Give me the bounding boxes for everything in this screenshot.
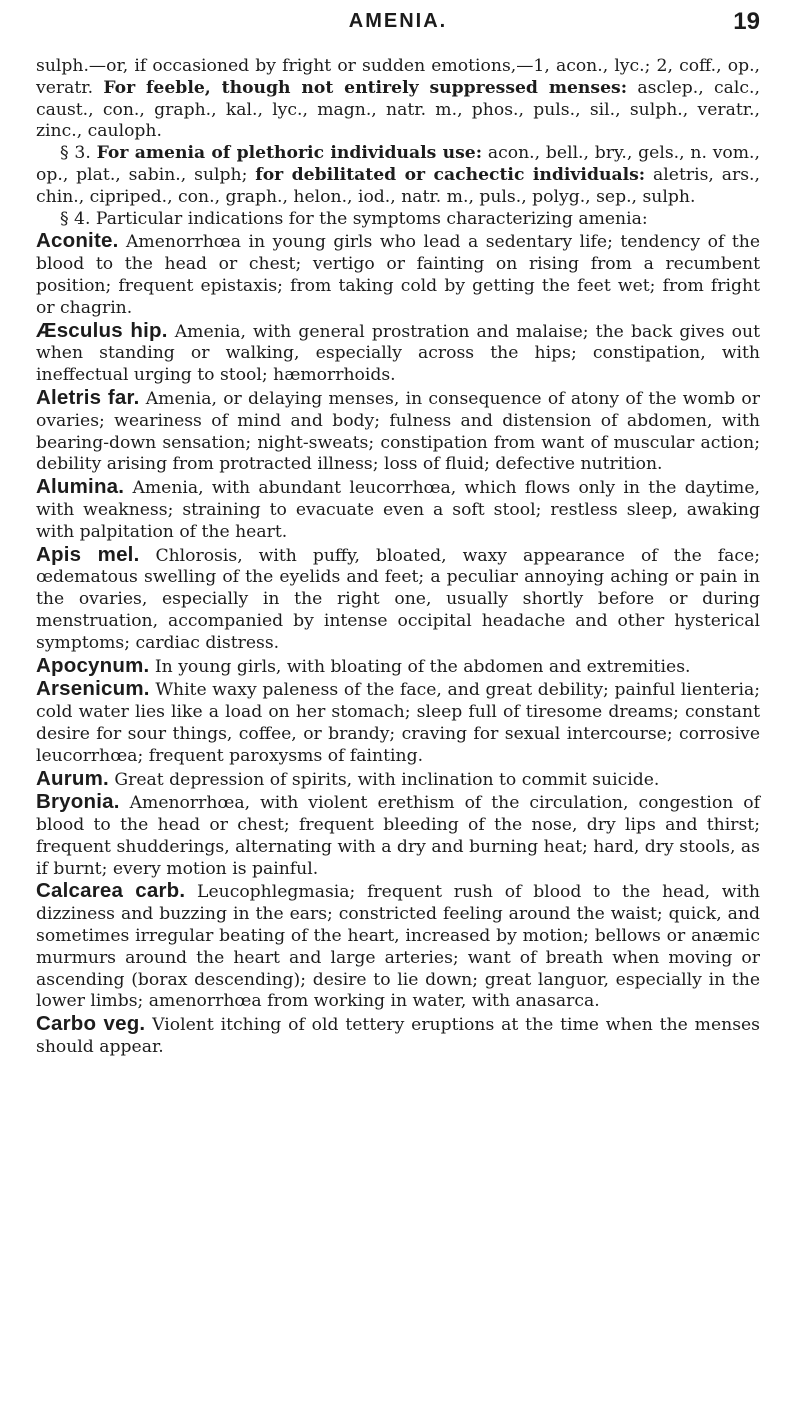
- remedy-text: Violent itching of old tettery eruptions at the time when the menses should appear.: [36, 1015, 760, 1058]
- remedy-entry-aletris: [36, 387, 760, 476]
- remedy-entry-calcarea: [36, 880, 760, 1013]
- remedy-name: Bryonia.: [36, 790, 120, 814]
- page-body: [36, 56, 760, 1059]
- remedy-name: Carbo veg.: [36, 1012, 146, 1036]
- plethoric-heading: For amenia of plethoric individuals use:: [96, 143, 483, 164]
- remedy-text: Great depression of spirits, with inclination to commit suicide.: [108, 769, 660, 790]
- remedy-entry-arsenicum: [36, 678, 760, 767]
- remedy-text: White waxy paleness of the face, and great debility; painful lienteria; cold water lies like a load on her stomach; sleep full of tiresome dreams; constant desire for sour things, coffee, or brandy; craving for sexual intercourse; corrosive leucorrhœa; frequent paroxysms of fainting.: [36, 680, 760, 766]
- running-title: AMENIA.: [348, 10, 448, 32]
- section-3-paragraph: § 3. For amenia of plethoric individuals use: acon., bell., bry., gels., n. vom., op., plat., sabin., sulph; for debilitated or cachectic individuals: aletris, ars., chin., cipriped., con., graph., helon., iod., natr. m., puls., polyg., sep., sulph.: [36, 143, 760, 207]
- remedy-entry-alumina: [36, 476, 760, 543]
- section-4-paragraph: § 4. Particular indications for the symptoms characterizing amenia:: [60, 208, 648, 229]
- remedy-name: Æsculus hip.: [36, 318, 168, 342]
- remedy-entry-aurum: [36, 768, 760, 792]
- remedy-text: In young girls, with bloating of the abdomen and extremities.: [149, 656, 691, 677]
- remedy-entry-carbo-veg: [36, 1013, 760, 1059]
- intro-paragraph-1: sulph.—or, if occasioned by fright or sudden emotions,—1, acon., lyc.; 2, coff., op., veratr. For feeble, though not entirely suppressed menses: asclep., calc., caust., con., graph., kal., lyc., magn., natr. m., phos., puls., sil., sulph., veratr., zinc., cauloph.: [36, 56, 760, 142]
- remedy-name: Aletris far.: [36, 385, 140, 409]
- remedy-name: Aurum.: [36, 766, 109, 790]
- running-head: [36, 10, 760, 40]
- cachectic-heading: for debilitated or cachectic individuals:: [255, 164, 646, 185]
- page-number: 19: [733, 8, 760, 35]
- remedy-text: Leucophlegmasia; frequent rush of blood to the head, with dizziness and buzzing in the ears; constricted feeling around the waist; quick, and sometimes irregular beating of the heart, increased by motion; bellows or anæmic murmurs around the heart and large arteries; want of breath when moving or ascending (borax descending); desire to lie down; great languor, especially in the lower limbs; amenorrhœa from working in water, with anasarca.: [36, 882, 760, 1012]
- remedy-name: Apocynum.: [36, 653, 150, 677]
- remedy-entry-aconite: [36, 230, 760, 319]
- remedy-entry-aesculus: [36, 320, 760, 387]
- remedy-name: Apis mel.: [36, 542, 140, 566]
- remedy-name: Arsenicum.: [36, 677, 150, 701]
- remedy-text: Amenia, with abundant leucorrhœa, which flows only in the daytime, with weakness; straining to evacuate even a soft stool; restless sleep, awaking with palpitation of the heart.: [36, 478, 760, 542]
- remedy-entry-bryonia: [36, 791, 760, 880]
- remedy-entry-apis: [36, 544, 760, 655]
- remedy-text: Amenorrhœa in young girls who lead a sedentary life; tendency of the blood to the head or chest; vertigo or fainting on rising from a recumbent position; frequent epistaxis; from taking cold by getting the feet wet; from fright or chagrin.: [36, 232, 760, 318]
- remedy-name: Calcarea carb.: [36, 879, 186, 903]
- remedy-text: Amenia, with general prostration and malaise; the back gives out when standing or walking, especially across the hips; constipation, with ineffectual urging to stool; hæmorrhoids.: [36, 321, 760, 386]
- remedy-text: Amenia, or delaying menses, in consequence of atony of the womb or ovaries; weariness of mind and body; fulness and distension of abdomen, with bearing-down sensation; night-sweats; constipation from want of muscular action; debility arising from protracted illness; loss of fluid; defective nutrition.: [36, 388, 760, 475]
- feeble-menses-heading: For feeble, though not entirely suppressed menses:: [103, 77, 628, 98]
- remedy-name: Aconite.: [36, 229, 119, 253]
- remedy-text: Amenorrhœa, with violent erethism of the circulation, congestion of blood to the head or chest; frequent bleeding of the nose, dry lips and thirst; frequent shudderings, alternating with a dry and burning heat; hard, dry stools, as if burnt; every motion is painful.: [36, 793, 760, 879]
- remedy-name: Alumina.: [36, 475, 125, 499]
- remedy-text: Chlorosis, with puffy, bloated, waxy appearance of the face; œdematous swelling of the eyelids and feet; a peculiar annoying aching or pain in the ovaries, especially in the right one, usually shortly before or during menstruation, accompanied by intense occipital headache and other hysterical symptoms; cardiac distress.: [36, 545, 760, 653]
- remedy-entry-apocynum: [36, 655, 760, 679]
